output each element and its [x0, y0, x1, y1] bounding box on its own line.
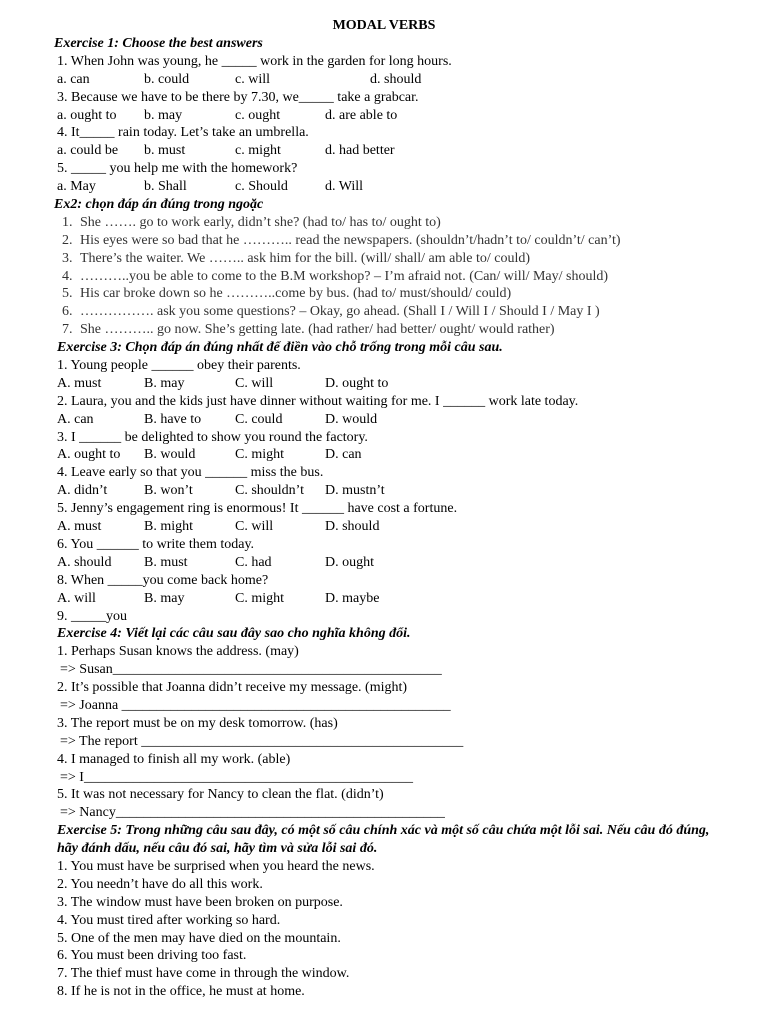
question: 4. Leave early so that you ______ miss the bus. — [57, 465, 324, 481]
option: A. didn’t — [57, 483, 108, 499]
question: 5. Jenny’s engagement ring is enormous! It ______ have cost a fortune. — [57, 501, 458, 517]
exercise-4-list — [0, 643, 768, 822]
option: D. ought to — [325, 375, 389, 391]
question: 4. I managed to finish all my work. (able) — [57, 751, 291, 767]
exercise-5-heading: Exercise 5: Trong những câu sau đây, có một số câu chính xác và một số câu chứa một lỗi sai. Nếu câu đó đúng, hãy đánh dấu, nếu câu đó sai, hãy tìm và sửa lỗi sai đó. — [57, 823, 710, 857]
answer-options — [0, 375, 768, 393]
answer-line: => Nancy_______________________________________________ — [60, 805, 445, 821]
list-item: 4. You must tired after working so hard. — [57, 912, 281, 928]
option: a. could be — [57, 143, 119, 159]
option: c. might — [235, 143, 281, 159]
option: C. will — [235, 519, 274, 535]
option: D. maybe — [325, 590, 380, 606]
option: B. have to — [144, 411, 202, 427]
question: 6. You ______ to write them today. — [57, 536, 255, 552]
option: A. can — [57, 411, 94, 427]
option: B. may — [144, 590, 185, 606]
item-text: She ……. go to work early, didn’t she? (had to/ has to/ ought to) — [80, 214, 441, 230]
exercise-3-list — [0, 357, 768, 625]
answer-line: => The report ______________________________________________ — [60, 733, 464, 749]
list-item: 1. You must have be surprised when you heard the news. — [57, 859, 375, 874]
answer-options — [0, 107, 768, 125]
item-number: 4. — [62, 268, 73, 284]
list-item — [0, 303, 768, 321]
option: b. could — [144, 71, 190, 87]
option: d. had better — [325, 143, 395, 159]
option: b. Shall — [144, 179, 187, 195]
question: 3. I ______ be delighted to show you round the factory. — [57, 429, 368, 445]
option: A. will — [57, 590, 96, 606]
list-item — [0, 250, 768, 268]
option: B. must — [144, 554, 188, 570]
question: 3. Because we have to be there by 7.30, we_____ take a grabcar. — [57, 89, 419, 105]
list-item: 6. You must been driving too fast. — [57, 948, 247, 964]
answer-line: => Joanna _______________________________________________ — [60, 697, 451, 713]
option: c. ought — [235, 107, 281, 123]
option: D. mustn’t — [325, 483, 385, 499]
item-text: She ……….. go now. She’s getting late. (had rather/ had better/ ought/ would rather) — [80, 322, 555, 338]
exercise-2-heading: Ex2: chọn đáp án đúng trong ngoặc — [54, 197, 264, 213]
option: C. could — [235, 411, 283, 427]
question: 1. When John was young, he _____ work in the garden for long hours. — [57, 53, 452, 69]
option: A. must — [57, 375, 102, 391]
question: 2. Laura, you and the kids just have dinner without waiting for me. I ______ work late today. — [57, 393, 579, 409]
item-text: ……………. ask you some questions? – Okay, go ahead. (Shall I / Will I / Should I / May I ) — [80, 304, 600, 320]
option: B. would — [144, 447, 196, 463]
item-text: There’s the waiter. We …….. ask him for the bill. (will/ shall/ am able to/ could) — [80, 250, 531, 266]
option: A. should — [57, 554, 112, 570]
answer-line: => Susan_______________________________________________ — [60, 662, 442, 678]
option: d. are able to — [325, 107, 398, 123]
option: B. won’t — [144, 483, 193, 499]
exercise-3-heading: Exercise 3: Chọn đáp án đúng nhất để điền vào chỗ trống trong mỗi câu sau. — [57, 340, 503, 356]
option: D. should — [325, 519, 380, 535]
exercise-2-list — [0, 214, 768, 339]
option: c. Should — [235, 179, 288, 195]
answer-options — [0, 411, 768, 429]
option: a. May — [57, 179, 96, 195]
list-item — [0, 285, 768, 303]
option: A. must — [57, 519, 102, 535]
list-item: 5. One of the men may have died on the mountain. — [57, 930, 341, 946]
list-item — [0, 321, 768, 339]
option: C. might — [235, 447, 285, 463]
option: B. may — [144, 375, 185, 391]
exercise-1-heading: Exercise 1: Choose the best answers — [54, 36, 263, 51]
option: C. might — [235, 590, 285, 606]
option: d. Will — [325, 179, 364, 195]
option: D. would — [325, 411, 378, 427]
list-item — [0, 232, 768, 250]
list-item: 7. The thief must have come in through the window. — [57, 966, 350, 982]
worksheet-page — [0, 17, 768, 1001]
item-number: 3. — [62, 250, 73, 266]
item-number: 6. — [62, 304, 73, 320]
question: 2. It’s possible that Joanna didn’t receive my message. (might) — [57, 680, 408, 696]
option: b. may — [144, 107, 183, 123]
option: D. ought — [325, 554, 374, 570]
list-item — [0, 268, 768, 286]
list-item: 3. The window must have been broken on purpose. — [57, 894, 343, 910]
option: C. shouldn’t — [235, 483, 304, 499]
item-number: 1. — [62, 214, 73, 230]
option: a. can — [57, 71, 90, 87]
question: 8. When _____you come back home? — [57, 572, 269, 588]
option: C. had — [235, 554, 272, 570]
answer-line: => I_______________________________________________ — [60, 769, 413, 785]
option: b. must — [144, 143, 186, 159]
item-number: 2. — [62, 232, 73, 248]
list-item: 2. You needn’t have do all this work. — [57, 876, 263, 892]
option: C. will — [235, 375, 274, 391]
option: D. can — [325, 447, 362, 463]
exercise-4-heading: Exercise 4: Viết lại các câu sau đây sao cho nghĩa không đổi. — [57, 626, 411, 642]
item-text: ………..you be able to come to the B.M workshop? – I’m afraid not. (Can/ will/ May/ should) — [80, 268, 609, 284]
item-text: His car broke down so he ………..come by bus. (had to/ must/should/ could) — [80, 286, 512, 302]
question: 9. _____you — [57, 608, 127, 624]
exercise-5-list — [0, 858, 768, 1001]
list-item — [0, 214, 768, 232]
item-text: His eyes were so bad that he ……….. read the newspapers. (shouldn’t/hadn’t to/ couldn’t/ can’t) — [80, 232, 621, 248]
option: a. ought to — [57, 107, 117, 123]
option: c. will — [235, 71, 270, 87]
question: 3. The report must be on my desk tomorrow. (has) — [57, 715, 338, 731]
question: 5. It was not necessary for Nancy to clean the flat. (didn’t) — [57, 787, 384, 803]
option: B. might — [144, 519, 194, 535]
item-number: 7. — [62, 322, 73, 338]
item-number: 5. — [62, 286, 73, 302]
answer-options — [0, 71, 768, 89]
option: d. should — [370, 71, 422, 87]
question: 1. Perhaps Susan knows the address. (may) — [57, 644, 299, 660]
answer-options — [0, 178, 768, 196]
answer-options — [0, 590, 768, 608]
question: 1. Young people ______ obey their parents. — [57, 358, 301, 374]
list-item: 8. If he is not in the office, he must at home. — [57, 984, 305, 1000]
exercise-1-list — [0, 53, 768, 196]
question: 5. _____ you help me with the homework? — [57, 161, 298, 177]
answer-options — [0, 518, 768, 536]
answer-options — [0, 482, 768, 500]
answer-options — [0, 142, 768, 160]
page-title: MODAL VERBS — [332, 18, 436, 33]
answer-options — [0, 554, 768, 572]
option: A. ought to — [57, 447, 121, 463]
answer-options — [0, 446, 768, 464]
question: 4. It_____ rain today. Let’s take an umbrella. — [57, 125, 309, 141]
